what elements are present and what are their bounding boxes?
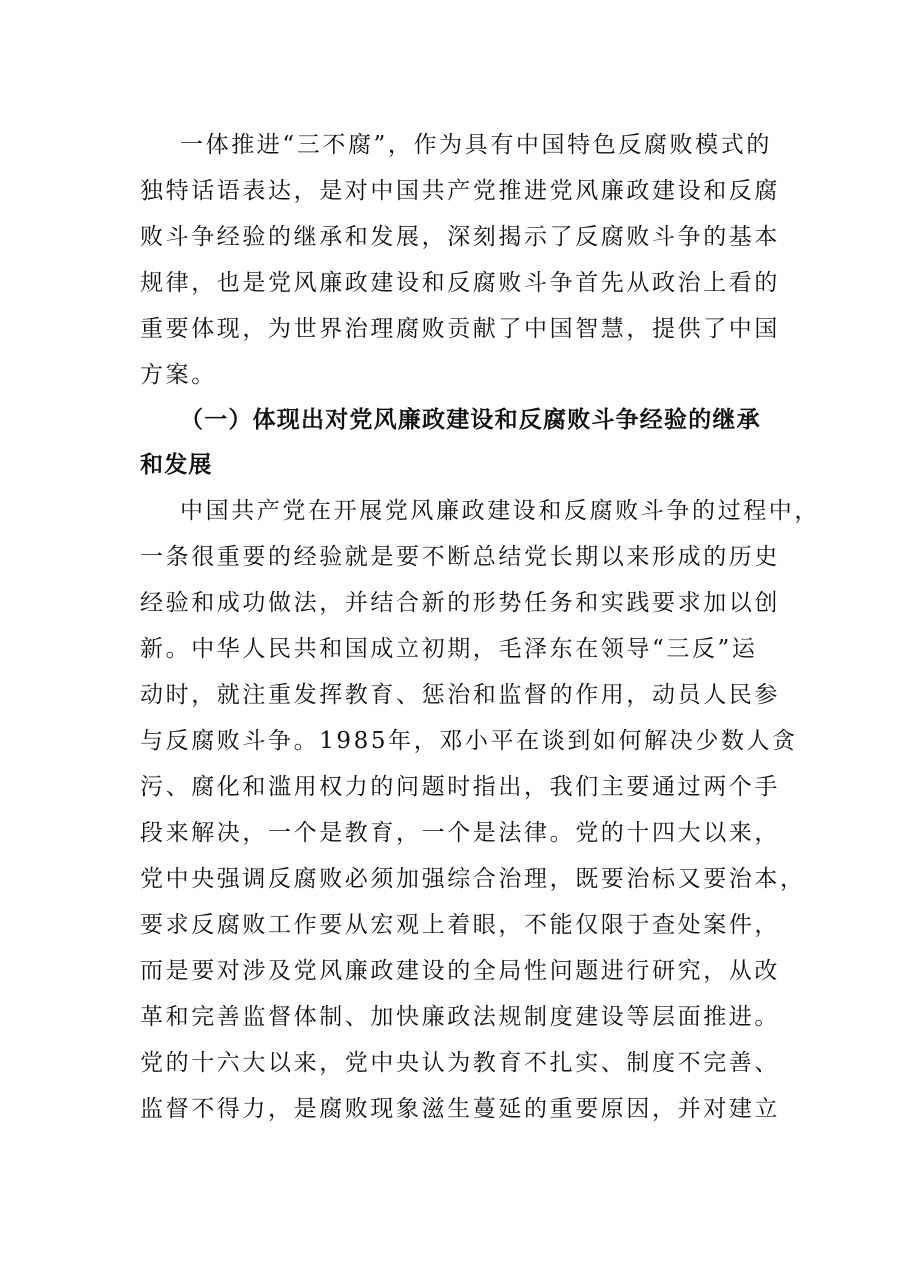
text-line: 中国共产党在开展党风廉政建设和反腐败斗争的过程中， (180, 498, 820, 524)
text-line: 方案。 (140, 362, 217, 388)
section-heading (140, 398, 765, 488)
text-line: 党的十六大以来，党中央认为教育不扎实、制度不完善、 (140, 1050, 780, 1076)
text-line: 段来解决，一个是教育，一个是法律。党的十四大以来， (140, 820, 780, 846)
text-line: 党中央强调反腐败必须加强综合治理，既要治标又要治本， (140, 866, 806, 892)
text-line: 而是要对涉及党风廉政建设的全局性问题进行研究，从改 (140, 958, 780, 984)
text-line: 与反腐败斗争。1985年，邓小平在谈到如何解决少数人贪 (140, 728, 798, 754)
text-line: 监督不得力，是腐败现象滋生蔓延的重要原因，并对建立 (140, 1096, 780, 1122)
text-line: 一条很重要的经验就是要不断总结党长期以来形成的历史 (140, 544, 780, 570)
document-body (140, 122, 820, 1132)
text-line: 经验和成功做法，并结合新的形势任务和实践要求加以创 (140, 590, 780, 616)
heading-line: 和发展 (140, 452, 213, 478)
heading-line: （一）体现出对党风廉政建设和反腐败斗争经验的继承 (180, 407, 761, 433)
text-line: 要求反腐败工作要从宏观上着眼，不能仅限于查处案件， (140, 912, 780, 938)
text-line: 动时，就注重发挥教育、惩治和监督的作用，动员人民参 (140, 682, 780, 708)
text-line: 革和完善监督体制、加快廉政法规制度建设等层面推进。 (140, 1004, 780, 1030)
text-line: 败斗争经验的继承和发展，深刻揭示了反腐败斗争的基本 (140, 224, 780, 250)
text-line: 重要体现，为世界治理腐败贡献了中国智慧，提供了中国 (140, 316, 780, 342)
intro-paragraph (140, 122, 780, 398)
text-line: 一体推进“三不腐”，作为具有中国特色反腐败模式的 (180, 132, 772, 158)
text-line: 新。中华人民共和国成立初期，毛泽东在领导“三反”运 (140, 636, 758, 662)
text-line: 污、腐化和滥用权力的问题时指出，我们主要通过两个手 (140, 774, 780, 800)
text-line: 独特话语表达，是对中国共产党推进党风廉政建设和反腐 (140, 178, 780, 204)
body-paragraph (140, 488, 820, 1132)
text-line: 规律，也是党风廉政建设和反腐败斗争首先从政治上看的 (140, 270, 780, 296)
